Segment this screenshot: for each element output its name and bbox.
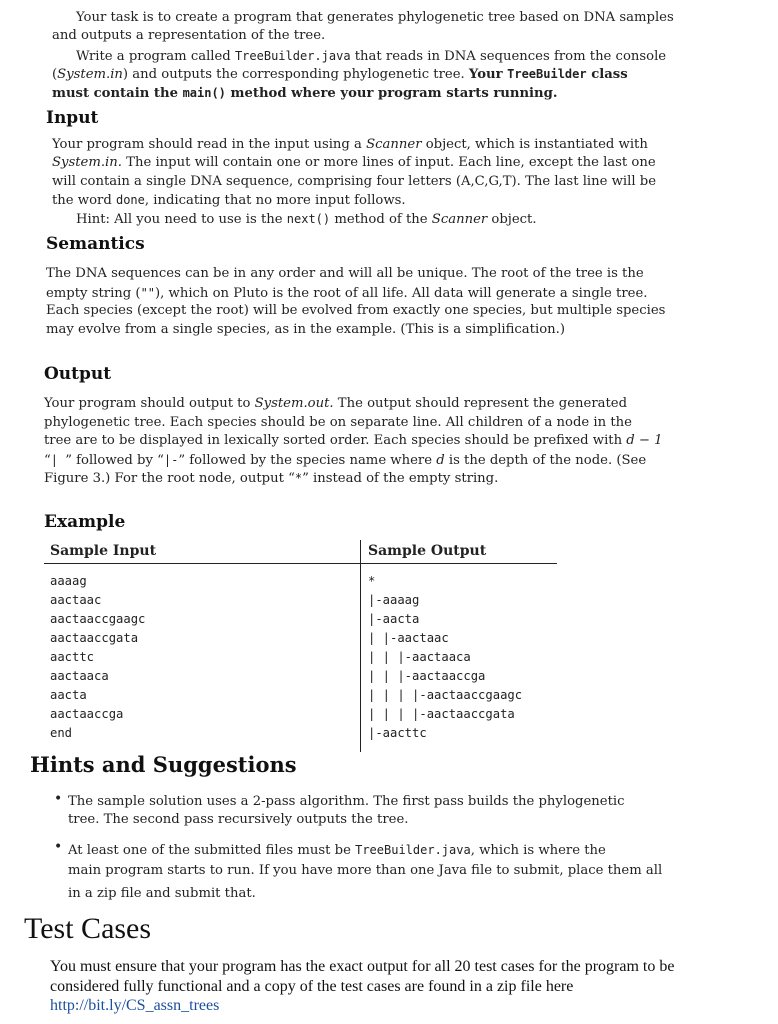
hint-2-line-2: main program starts to run. If you have more than one Java file to submit, place them all (68, 863, 663, 878)
intro-line-3: Write a program called TreeBuilder.java that reads in DNA sequences from the console (76, 49, 667, 64)
intro-line-5: must contain the main() method where your program starts running. (52, 86, 558, 101)
output-line-4: “| ” followed by “|-” followed by the species name where d is the depth of the node. (See (44, 453, 647, 468)
sample-input-line: aacttc (50, 650, 95, 664)
hints-heading: Hints and Suggestions (30, 752, 297, 777)
sample-input-line: end (50, 726, 73, 740)
sample-output-line: | |-aactaac (368, 631, 449, 645)
semantics-line-3: Each species (except the root) will be evolved from exactly one species, but multiple species (46, 303, 666, 318)
intro-line-2: and outputs a representation of the tree. (52, 28, 326, 43)
sample-output-line: |-aaaag (368, 593, 420, 607)
sample-input-line: aactaaca (50, 669, 109, 683)
semantics-line-4: may evolve from a single species, as in the example. (This is a simplification.) (46, 322, 565, 337)
sample-output-header: Sample Output (368, 543, 487, 559)
sample-output-line: | | | |-aactaaccgata (368, 707, 515, 721)
bullet-icon: • (54, 839, 63, 855)
hint-1-line-1: The sample solution uses a 2-pass algorithm. The first pass builds the phylogenetic (68, 794, 625, 809)
output-heading: Output (44, 364, 112, 384)
sample-output-line: | | | |-aactaaccgaagc (368, 688, 523, 702)
table-divider (360, 540, 361, 752)
sample-input-line: aacta (50, 688, 87, 702)
input-heading: Input (46, 108, 99, 128)
input-line-4: the word done, indicating that no more input follows. (52, 193, 406, 208)
semantics-line-1: The DNA sequences can be in any order and will all be unique. The root of the tree is the (46, 266, 644, 281)
sample-output-line: * (368, 574, 376, 588)
sample-input-line: aactaac (50, 593, 102, 607)
output-line-5: Figure 3.) For the root node, output “*” instead of the empty string. (44, 471, 499, 486)
sample-input-line: aactaaccgaagc (50, 612, 146, 626)
input-line-3: will contain a single DNA sequence, comprising four letters (A,C,G,T). The last line will be (52, 174, 656, 189)
intro-line-1: Your task is to create a program that generates phylogenetic tree based on DNA samples (76, 10, 674, 25)
test-cases-line-1: You must ensure that your program has the exact output for all 20 test cases for the program to be (50, 958, 675, 975)
table-header-rule (44, 563, 557, 564)
output-line-2: phylogenetic tree. Each species should be on separate line. All children of a node in the (44, 415, 632, 430)
intro-line-4: (System.in) and outputs the corresponding phylogenetic tree. Your TreeBuilder class (52, 67, 628, 82)
sample-output-line: |-aacta (368, 612, 420, 626)
hint-2-line-1: At least one of the submitted files must be TreeBuilder.java, which is where the (68, 843, 606, 858)
test-cases-heading: Test Cases (24, 912, 152, 945)
output-line-3: tree are to be displayed in lexically sorted order. Each species should be prefixed with d − 1 (44, 433, 663, 448)
example-heading: Example (44, 512, 126, 532)
sample-input-header: Sample Input (50, 543, 157, 559)
bullet-icon: • (54, 791, 63, 807)
input-line-2: System.in. The input will contain one or more lines of input. Each line, except the last one (52, 155, 656, 170)
hint-1-line-2: tree. The second pass recursively outputs the tree. (68, 812, 409, 827)
sample-output-line: | | |-aactaaca (368, 650, 471, 664)
sample-output-line: |-aacttc (368, 726, 427, 740)
hint-2-line-3: in a zip file and submit that. (68, 886, 256, 901)
input-hint: Hint: All you need to use is the next() method of the Scanner object. (76, 212, 537, 227)
sample-input-line: aaaag (50, 574, 87, 588)
output-line-1: Your program should output to System.out. The output should represent the generated (44, 396, 628, 411)
sample-output-line: | | |-aactaaccga (368, 669, 486, 683)
test-cases-line-2: considered fully functional and a copy of the test cases are found in a zip file here (50, 978, 574, 995)
test-cases-link[interactable]: http://bit.ly/CS_assn_trees (50, 997, 220, 1014)
sample-input-line: aactaaccga (50, 707, 124, 721)
input-line-1: Your program should read in the input using a Scanner object, which is instantiated with (52, 137, 648, 152)
sample-input-line: aactaaccgata (50, 631, 139, 645)
semantics-line-2: empty string (""), which on Pluto is the root of all life. All data will generate a single tree. (46, 286, 648, 301)
semantics-heading: Semantics (46, 234, 145, 254)
